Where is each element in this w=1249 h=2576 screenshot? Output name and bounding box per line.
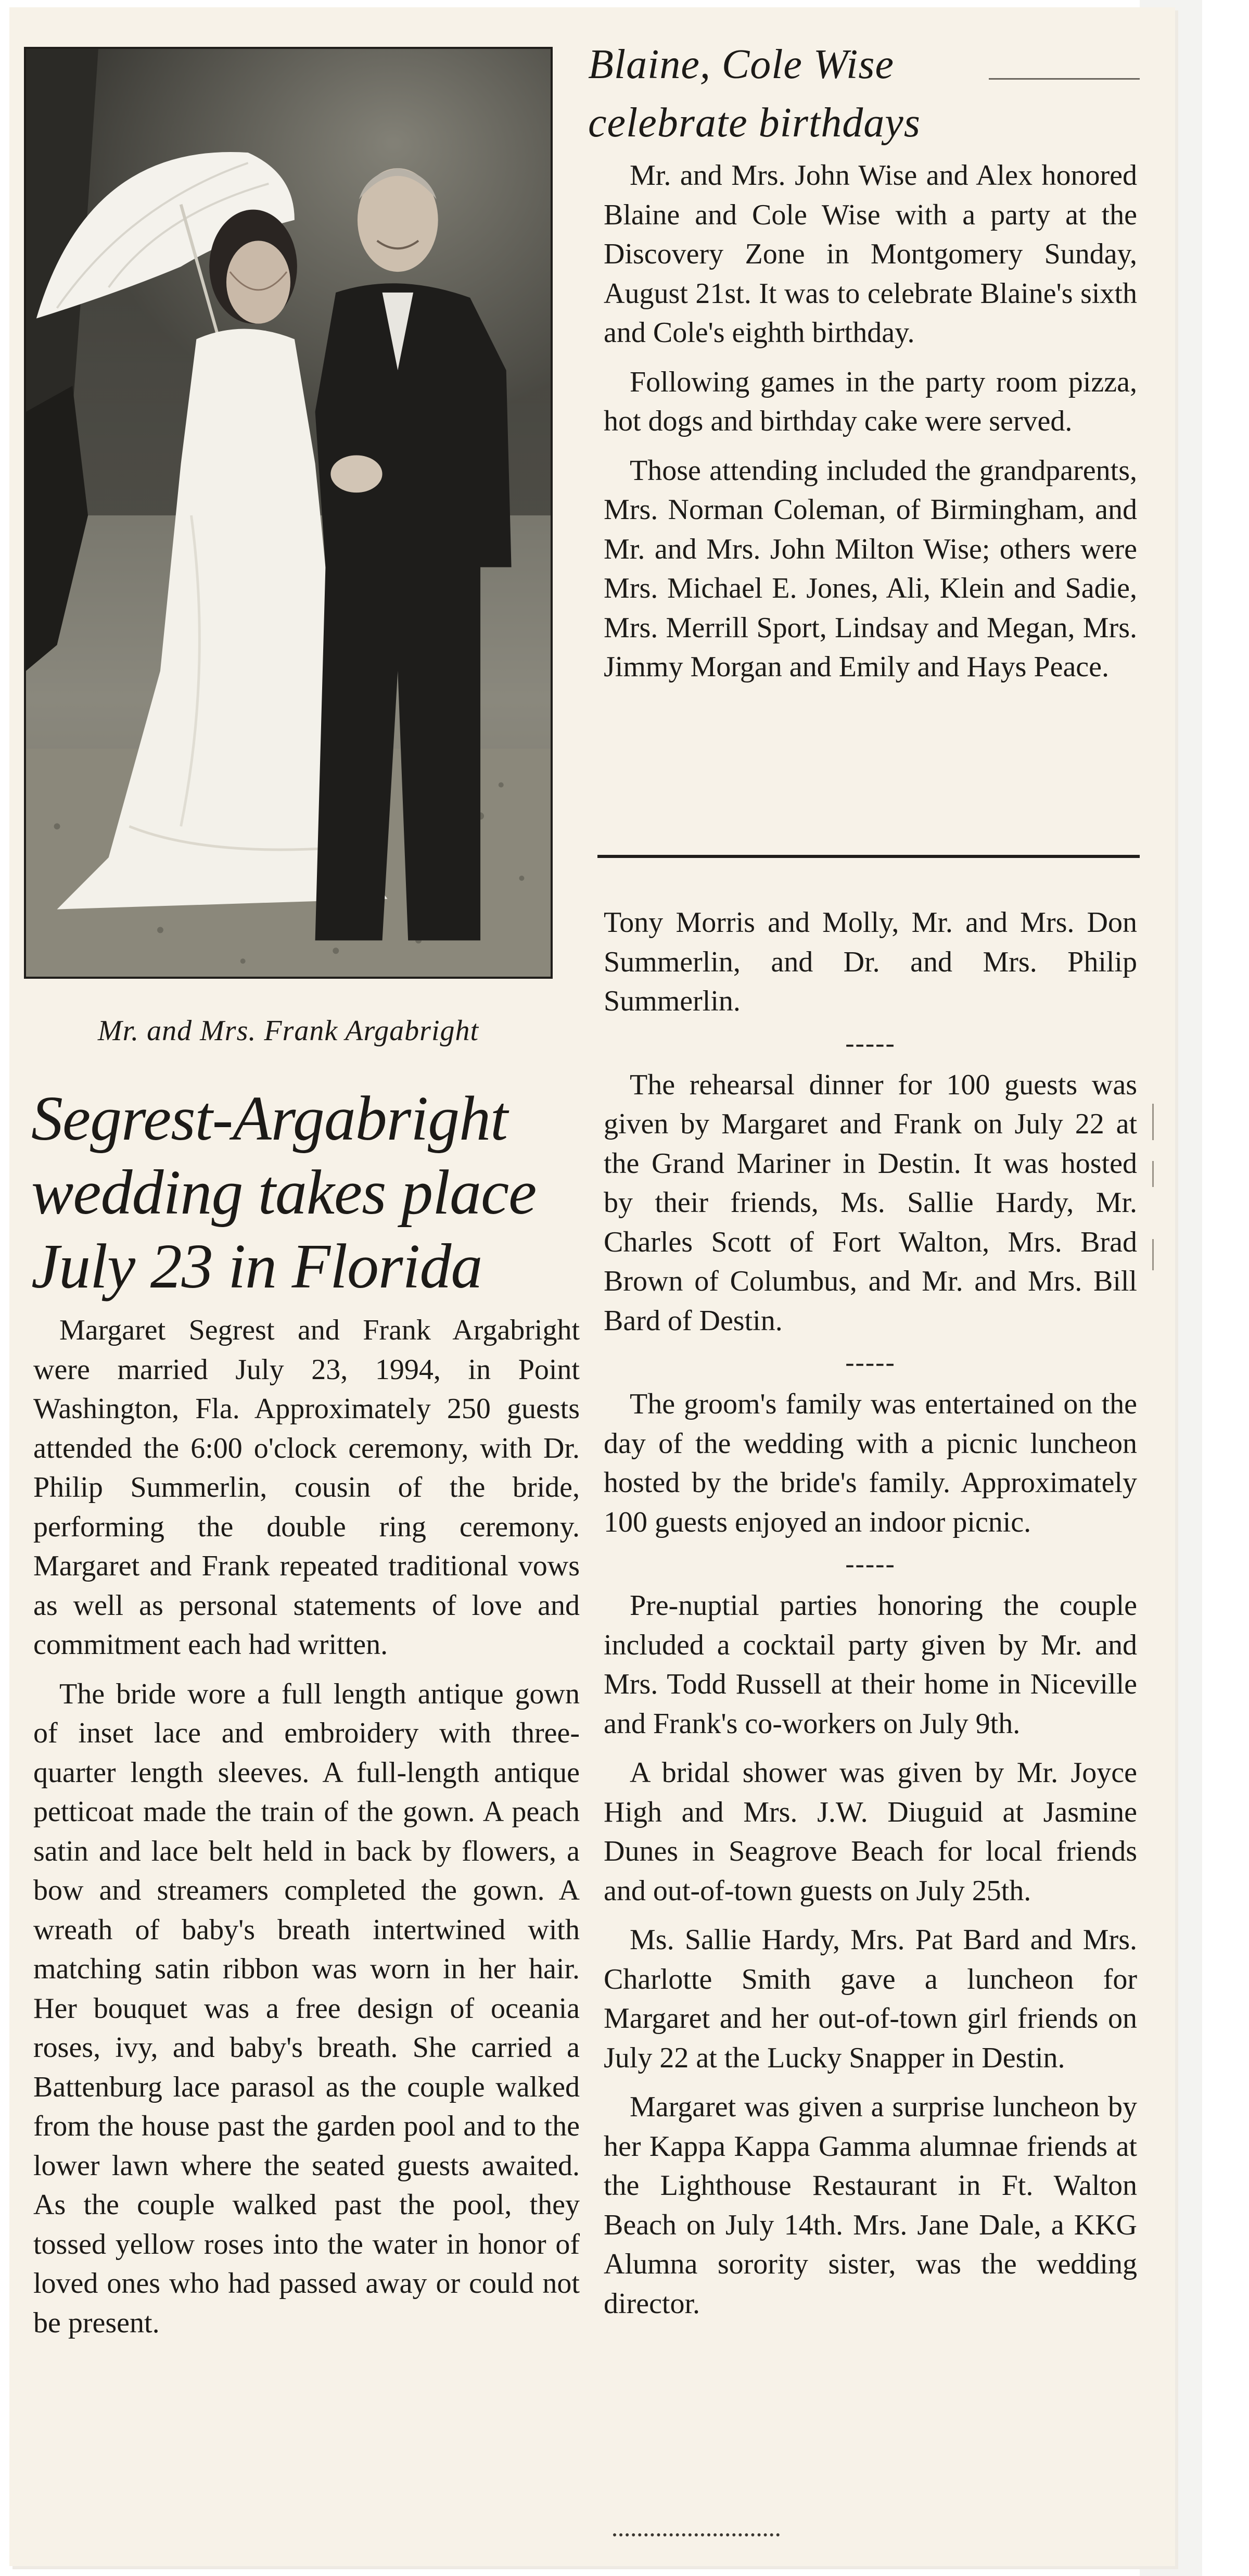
birthday-headline-line-1: Blaine, Cole Wise bbox=[588, 42, 895, 87]
wedding-paragraph: The rehearsal dinner for 100 guests was given by Margaret and Frank on July 22 at the Grand Mariner in Destin. It was hosted by their friends, Ms. Sallie Hardy, Mr. Charles Scott of Fort Walton, Mrs. Brad Brown of Columbus, and Mr. and Mrs. Bill Bard of Destin. bbox=[604, 1068, 1137, 1337]
wedding-article-left bbox=[33, 1311, 580, 2353]
fold-mark bbox=[1152, 1104, 1154, 1140]
wedding-paragraph: The groom's family was entertained on the day of the wedding with a picnic luncheon hosted by the bride's family. Approximately 100 guests enjoyed an indoor picnic. bbox=[604, 1388, 1137, 1538]
birthday-paragraph: Those attending included the grandparents, Mrs. Norman Coleman, of Birmingham, and Mr. and Mrs. John Milton Wise; others were Mrs. Michael E. Jones, Ali, Klein and Sadie, Mrs. Merrill Sport, Lindsay and Megan, Mrs. Jimmy Morgan and Emily and Hays Peace. bbox=[604, 454, 1137, 683]
headline-line-3: July 23 in Florida bbox=[31, 1231, 482, 1302]
wedding-headline bbox=[31, 1082, 593, 1304]
headline-line-2: wedding takes place bbox=[31, 1157, 537, 1228]
dotted-edge bbox=[613, 2533, 780, 2540]
birthday-article bbox=[604, 156, 1137, 697]
headline-rule bbox=[989, 78, 1140, 80]
wedding-paragraph: The bride wore a full length antique gown of inset lace and embroidery with three-quarter length sleeves. A full-length antique petticoat made the train of the gown. A peach satin and lace belt held in back by flowers, a bow and streamers completed the gown. A wreath of baby's breath intertwined with matching satin ribbon was worn in her hair. Her bouquet was a free design of oceania roses, ivy, and baby's breath. She carried a Battenburg lace parasol as the couple walked from the house past the garden pool and to the lower lawn where the seated guests awaited. As the couple walked past the pool, they tossed yellow roses into the water in honor of loved ones who had passed away or could not be present. bbox=[33, 1677, 580, 2339]
wedding-couple-photo-icon bbox=[26, 49, 551, 977]
wedding-paragraph: Pre-nuptial parties honoring the couple included a cocktail party given by Mr. and Mrs. Todd Russell at their home in Niceville and Frank's co-workers on July 9th. bbox=[604, 1589, 1137, 1740]
wedding-paragraph: A bridal shower was given by Mr. Joyce High and Mrs. J.W. Diuguid at Jasmine Dunes in Seagrove Beach for local friends and out-of-town guests on July 25th. bbox=[604, 1757, 1137, 1907]
birthday-headline-line-2: celebrate birthdays bbox=[588, 100, 921, 146]
wedding-paragraph: Margaret was given a surprise luncheon by her Kappa Kappa Gamma alumnae friends at the Lighthouse Restaurant in Ft. Walton Beach on July 14th. Mrs. Jane Dale, a KKG Alumna sorority sister, was the wedding director. bbox=[604, 2091, 1137, 2320]
fold-mark bbox=[1152, 1239, 1154, 1270]
wedding-paragraph: Ms. Sallie Hardy, Mrs. Pat Bard and Mrs. Charlotte Smith gave a luncheon for Margaret and her out-of-town girl friends on July 22 at the Lucky Snapper in Destin. bbox=[604, 1924, 1137, 2074]
fold-mark bbox=[1152, 1161, 1154, 1187]
wedding-paragraph: Margaret Segrest and Frank Argabright were married July 23, 1994, in Point Washington, Fla. Approximately 250 guests attended the 6:00 o'clock ceremony, with Dr. Philip Summerlin, cousin of the bride, performing the double ring ceremony. Margaret and Frank repeated traditional vows as well as personal statements of love and commitment each had written. bbox=[33, 1314, 580, 1661]
dash-separator: ----- bbox=[845, 1549, 896, 1579]
headline-line-1: Segrest-Argabright bbox=[31, 1083, 507, 1154]
wedding-article-right bbox=[604, 903, 1137, 2333]
dash-separator: ----- bbox=[845, 1348, 896, 1378]
wedding-photo bbox=[24, 47, 553, 979]
dash-separator: ----- bbox=[845, 1028, 896, 1058]
wedding-paragraph: Tony Morris and Molly, Mr. and Mrs. Don Summerlin, and Dr. and Mrs. Philip Summerlin. bbox=[604, 906, 1137, 1017]
photo-caption: Mr. and Mrs. Frank Argabright bbox=[97, 1015, 479, 1047]
section-divider bbox=[597, 855, 1140, 858]
birthday-paragraph: Following games in the party room pizza, hot dogs and birthday cake were served. bbox=[604, 365, 1137, 437]
birthday-headline bbox=[588, 35, 1108, 152]
birthday-paragraph: Mr. and Mrs. John Wise and Alex honored Blaine and Cole Wise with a party at the Discovery Zone in Montgomery Sunday, August 21st. It was to celebrate Blaine's sixth and Cole's eighth birthday. bbox=[604, 159, 1137, 349]
